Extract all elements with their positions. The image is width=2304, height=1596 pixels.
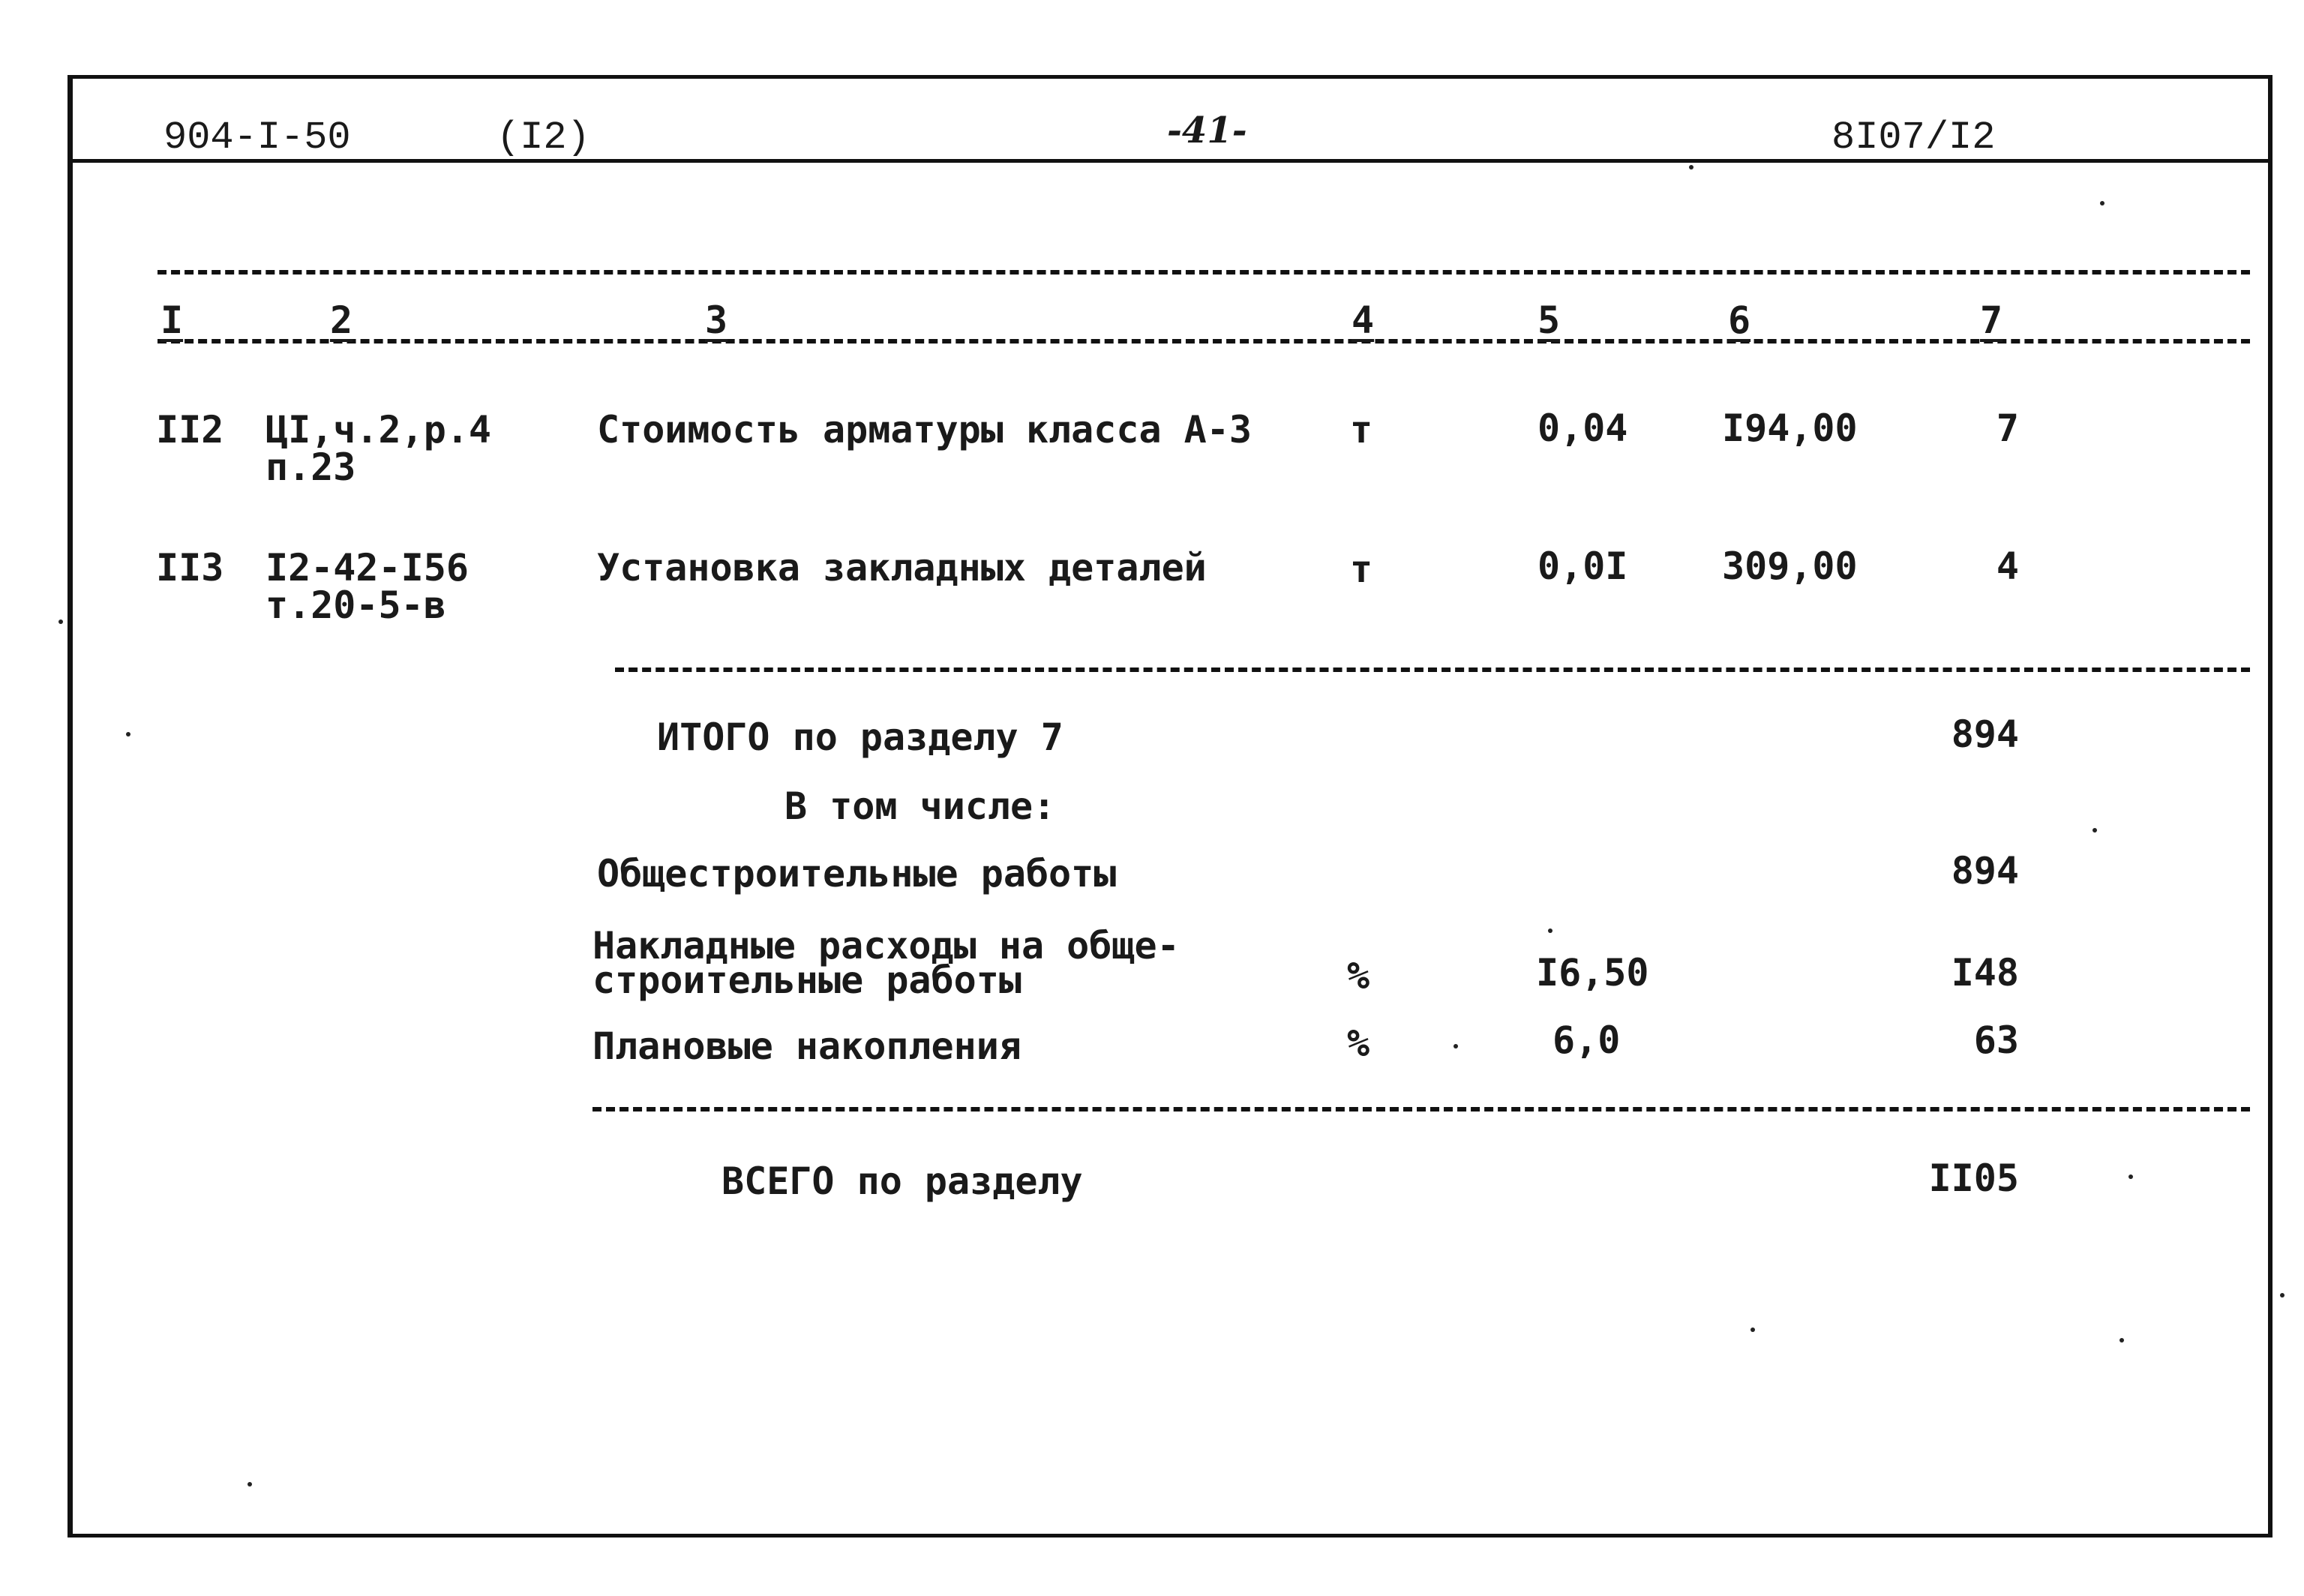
itogo-label: ИТОГО по разделу 7 bbox=[657, 716, 1064, 759]
scan-speck bbox=[1548, 928, 1552, 933]
norm-code-subline: т.20-5-в bbox=[266, 584, 446, 627]
general-works-label: Общестроительные работы bbox=[597, 852, 1117, 896]
quantity: 0,04 bbox=[1538, 406, 1628, 450]
unit-price: 309,00 bbox=[1722, 544, 1858, 588]
vsego-value: II05 bbox=[1928, 1156, 2019, 1200]
scan-speck bbox=[2128, 1174, 2133, 1179]
overhead-unit: % bbox=[1347, 954, 1370, 998]
general-works-value: 894 bbox=[1951, 849, 2019, 892]
total-rule bbox=[592, 1107, 2250, 1112]
row-total: 4 bbox=[1996, 544, 2019, 588]
itogo-value: 894 bbox=[1951, 712, 2019, 756]
unit-price: I94,00 bbox=[1722, 406, 1858, 450]
overhead-label-subline: строительные работы bbox=[592, 958, 1022, 1002]
column-number-4: 4 bbox=[1352, 298, 1375, 342]
scan-speck bbox=[1689, 165, 1694, 170]
column-number-5: 5 bbox=[1538, 298, 1561, 342]
column-number-3: 3 bbox=[705, 298, 728, 342]
vsego-label: ВСЕГО по разделу bbox=[722, 1160, 1083, 1203]
unit: т bbox=[1350, 408, 1373, 452]
quantity: 0,0I bbox=[1538, 544, 1628, 588]
work-name: Установка закладных деталей bbox=[597, 546, 1207, 590]
row-number: II3 bbox=[156, 546, 224, 590]
scan-speck bbox=[2120, 1338, 2124, 1342]
overhead-value: I48 bbox=[1951, 951, 2019, 994]
including-label: В том числе: bbox=[784, 784, 1056, 828]
doc-code: 904-I-50 bbox=[164, 116, 351, 160]
overhead-label: Накладные расходы на обще- bbox=[592, 924, 1180, 968]
scan-speck bbox=[1750, 1328, 1755, 1332]
scan-speck bbox=[248, 1482, 252, 1486]
norm-code: ЦI,ч.2,р.4 bbox=[266, 408, 492, 452]
norm-code: I2-42-I56 bbox=[266, 546, 469, 590]
table-top-rule bbox=[158, 270, 2250, 274]
scan-speck bbox=[126, 732, 130, 736]
column-number-7: 7 bbox=[1980, 298, 2003, 342]
sheet-code: 8I07/I2 bbox=[1832, 116, 1996, 160]
page-number: -41- bbox=[1167, 110, 1247, 152]
norm-code-subline: п.23 bbox=[266, 446, 356, 489]
row-number: II2 bbox=[156, 408, 224, 452]
subtotal-rule bbox=[615, 668, 2250, 672]
scan-speck bbox=[58, 620, 63, 624]
column-header-rule bbox=[158, 339, 2250, 344]
column-number-1: I bbox=[160, 298, 184, 342]
planned-savings-unit: % bbox=[1347, 1022, 1370, 1065]
unit: т bbox=[1350, 548, 1373, 591]
column-number-2: 2 bbox=[330, 298, 353, 342]
page-frame bbox=[68, 75, 2272, 1538]
scan-speck bbox=[1454, 1044, 1458, 1048]
planned-savings-rate: 6,0 bbox=[1552, 1018, 1621, 1062]
section-ref: (I2) bbox=[496, 116, 590, 160]
scan-speck bbox=[2280, 1293, 2284, 1298]
column-number-6: 6 bbox=[1728, 298, 1751, 342]
overhead-rate: I6,50 bbox=[1536, 951, 1649, 994]
work-name: Стоимость арматуры класса А-3 bbox=[597, 408, 1252, 452]
scan-speck bbox=[2100, 201, 2104, 206]
planned-savings-label: Плановые накопления bbox=[592, 1024, 1022, 1068]
scan-speck bbox=[2092, 828, 2097, 832]
planned-savings-value: 63 bbox=[1973, 1018, 2019, 1062]
row-total: 7 bbox=[1996, 406, 2019, 450]
